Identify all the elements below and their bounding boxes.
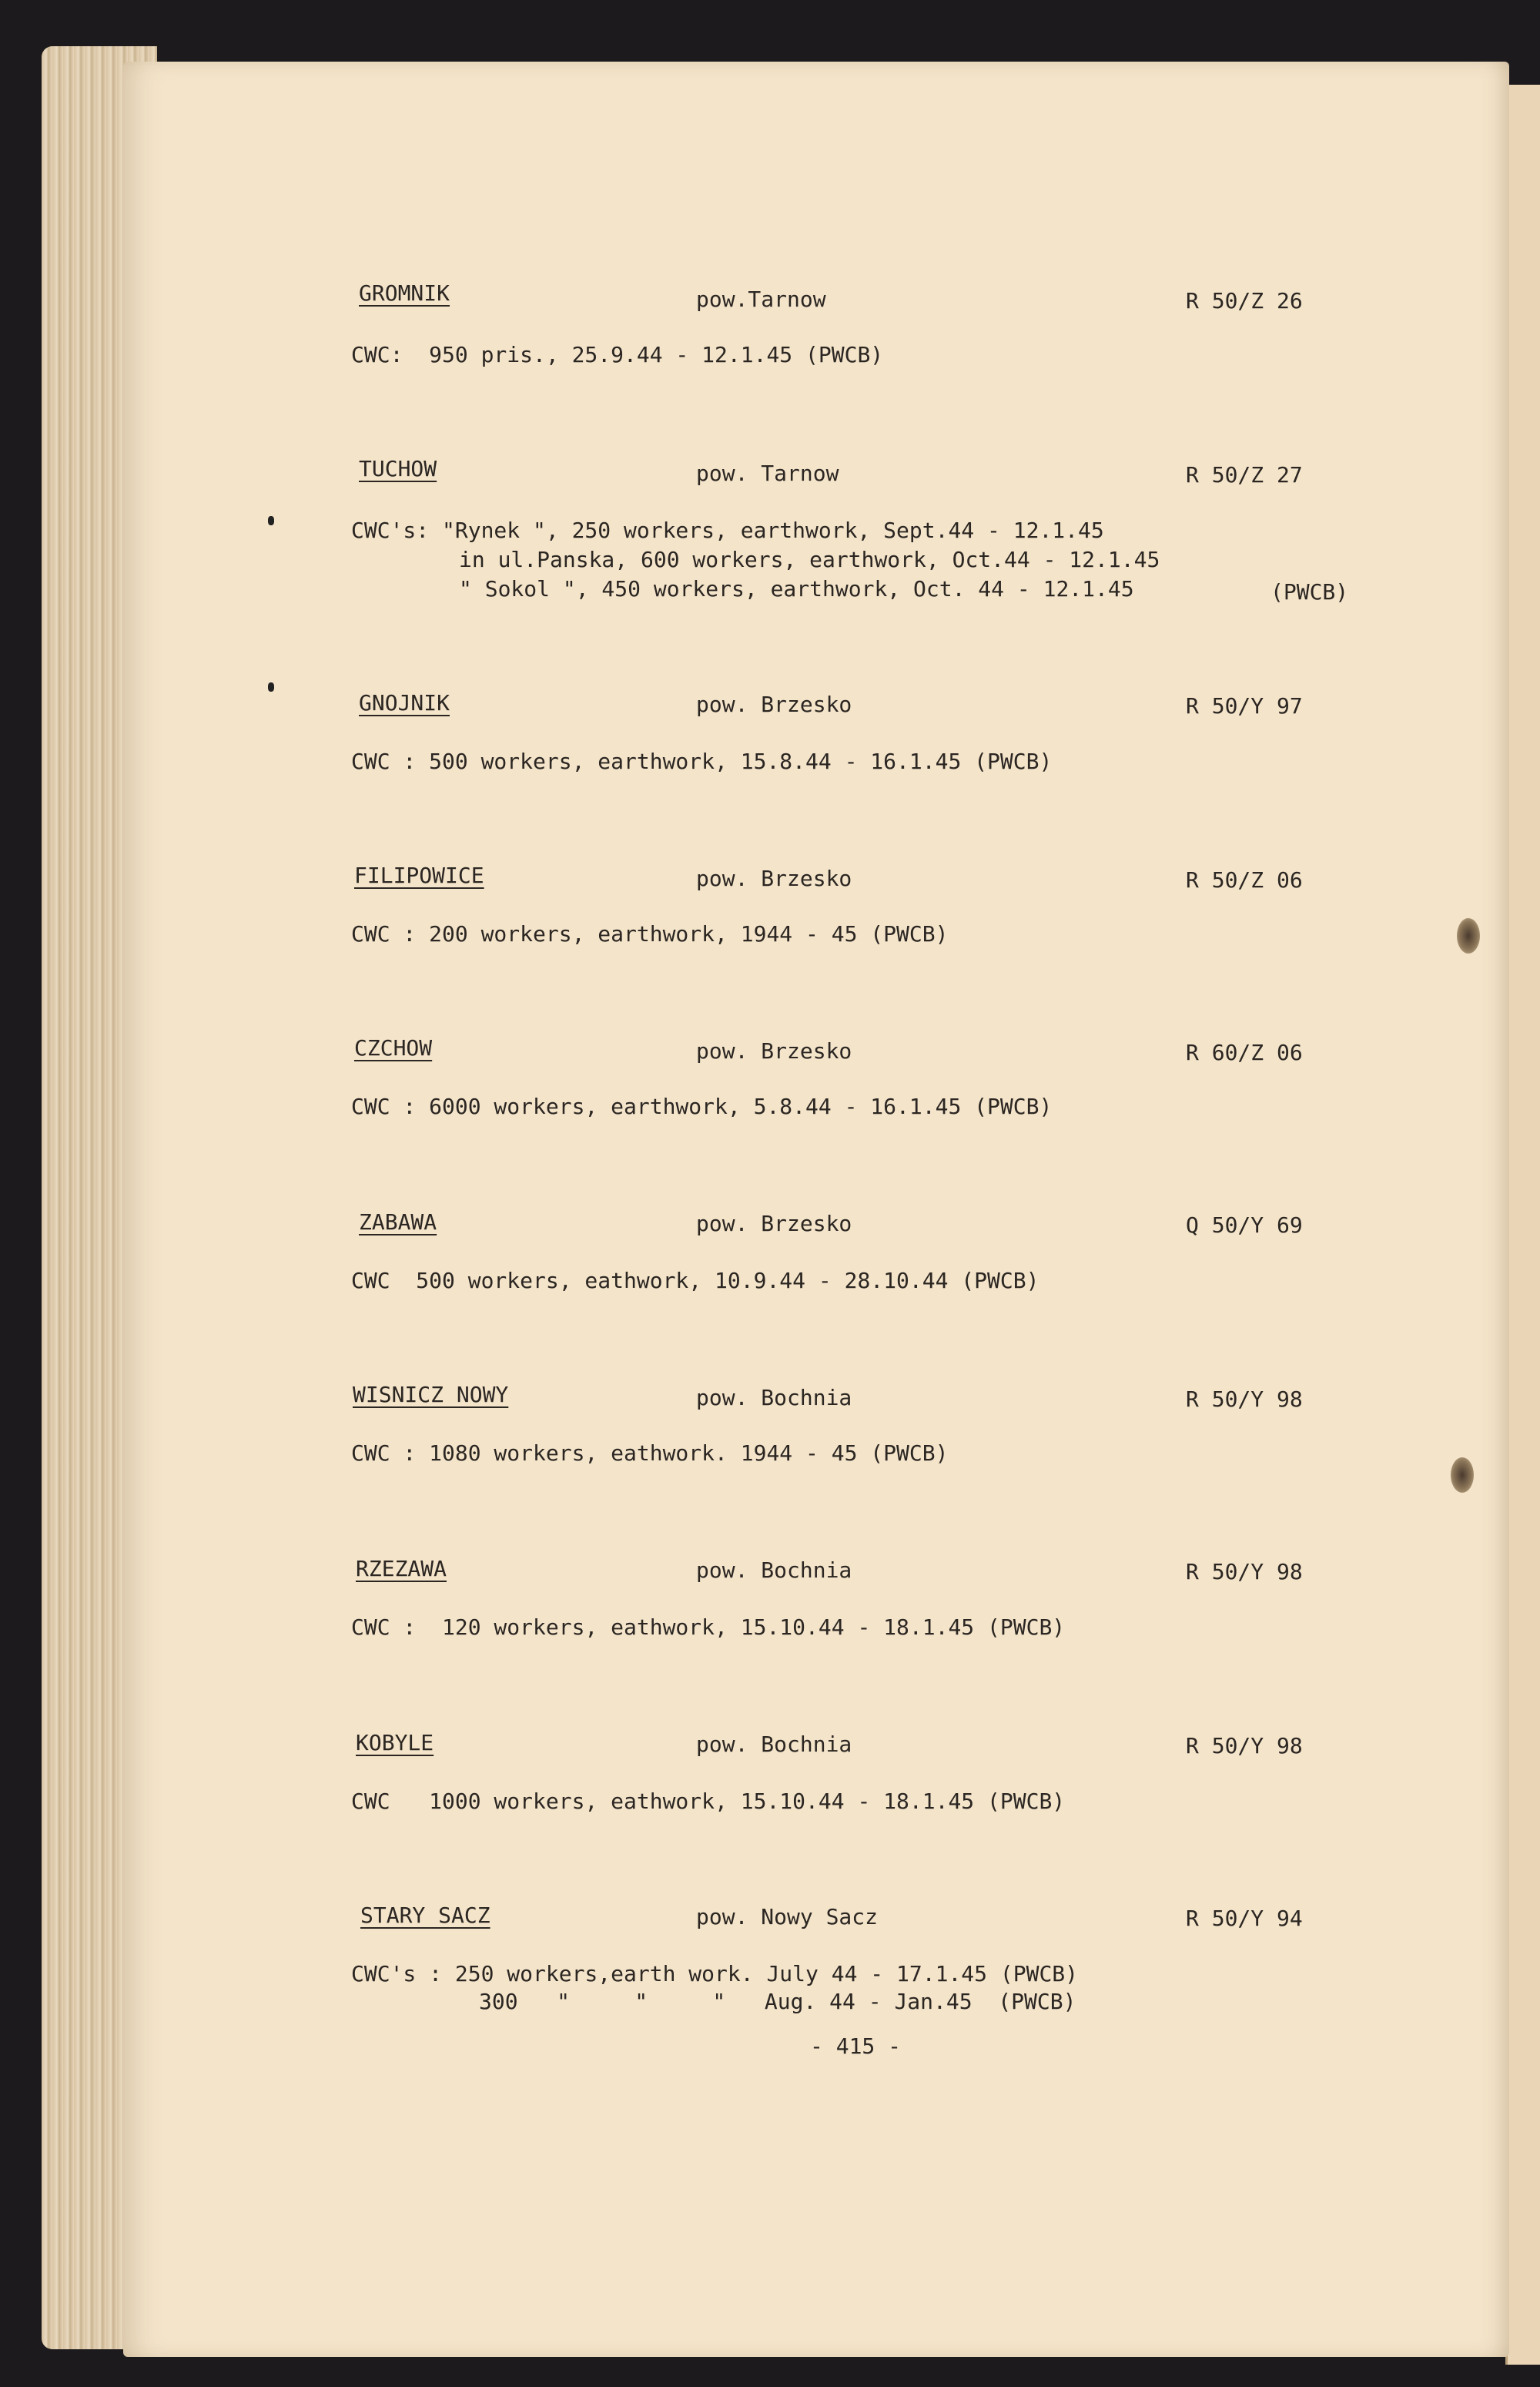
map-reference: R 50/Y 98	[1186, 1733, 1303, 1758]
map-reference: R 50/Y 98	[1186, 1386, 1303, 1412]
entry-detail-line: 300 " " " Aug. 44 - Jan.45 (PWCB)	[479, 1989, 1076, 2014]
district-name: pow. Nowy Sacz	[696, 1904, 879, 1929]
entry-detail-line: CWC : 120 workers, eathwork, 15.10.44 - 18.1.45 (PWCB)	[351, 1614, 1066, 1640]
entry-detail-line: CWC : 200 workers, earthwork, 1944 - 45 (PWCB)	[351, 921, 949, 947]
district-name: pow. Bochnia	[696, 1732, 852, 1757]
entry-detail-line: CWC : 500 workers, earthwork, 15.8.44 - 16.1.45 (PWCB)	[351, 749, 1053, 774]
district-name: pow.Tarnow	[696, 287, 826, 312]
district-name: pow. Tarnow	[696, 461, 839, 486]
entry-detail-line: " Sokol ", 450 workers, earthwork, Oct. 44 - 12.1.45	[459, 576, 1134, 602]
place-name: GNOJNIK	[359, 690, 450, 716]
map-reference: R 50/Z 27	[1186, 462, 1303, 488]
entry-detail-line: CWC : 6000 workers, earthwork, 5.8.44 - 16.1.45 (PWCB)	[351, 1094, 1053, 1119]
map-reference: R 60/Z 06	[1186, 1040, 1303, 1065]
page-number: - 415 -	[810, 2033, 902, 2059]
entry-detail-line: in ul.Panska, 600 workers, earthwork, Oct.44 - 12.1.45	[459, 547, 1160, 572]
entry-detail-line: CWC: 950 pris., 25.9.44 - 12.1.45 (PWCB)	[351, 342, 884, 367]
place-name: GROMNIK	[359, 280, 450, 306]
district-name: pow. Brzesko	[696, 692, 852, 717]
district-name: pow. Brzesko	[696, 1211, 852, 1236]
place-name: FILIPOWICE	[354, 863, 484, 888]
place-name: RZEZAWA	[356, 1556, 447, 1581]
entry-detail-line: CWC's: "Rynek ", 250 workers, earthwork, Sept.44 - 12.1.45	[351, 518, 1104, 543]
district-name: pow. Bochnia	[696, 1557, 852, 1583]
map-reference: R 50/Z 26	[1186, 288, 1303, 313]
place-name: TUCHOW	[359, 456, 437, 481]
district-name: pow. Brzesko	[696, 866, 852, 891]
place-name: KOBYLE	[356, 1730, 434, 1755]
map-reference: R 50/Y 94	[1186, 1906, 1303, 1931]
place-name: STARY SACZ	[360, 1903, 490, 1928]
map-reference: R 50/Y 98	[1186, 1559, 1303, 1584]
margin-mark	[268, 516, 274, 525]
entry-detail-line: CWC : 1080 workers, eathwork. 1944 - 45 (PWCB)	[351, 1440, 949, 1466]
entry-detail-line: CWC's : 250 workers,earth work. July 44 - 17.1.45 (PWCB)	[351, 1961, 1079, 1986]
entry-detail-line: CWC 500 workers, eathwork, 10.9.44 - 28.10.44 (PWCB)	[351, 1268, 1040, 1293]
source-note: (PWCB)	[1270, 579, 1349, 605]
district-name: pow. Brzesko	[696, 1038, 852, 1064]
place-name: ZABAWA	[359, 1209, 437, 1235]
place-name: CZCHOW	[354, 1035, 433, 1061]
margin-mark	[268, 682, 274, 692]
map-reference: R 50/Y 97	[1186, 693, 1303, 719]
punch-hole	[1457, 918, 1480, 954]
district-name: pow. Bochnia	[696, 1385, 852, 1410]
map-reference: R 50/Z 06	[1186, 867, 1303, 893]
place-name: WISNICZ NOWY	[353, 1382, 509, 1407]
punch-hole	[1451, 1457, 1474, 1493]
map-reference: Q 50/Y 69	[1186, 1212, 1303, 1238]
facing-page-edge	[1505, 85, 1540, 2365]
entry-detail-line: CWC 1000 workers, eathwork, 15.10.44 - 18.1.45 (PWCB)	[351, 1789, 1066, 1814]
